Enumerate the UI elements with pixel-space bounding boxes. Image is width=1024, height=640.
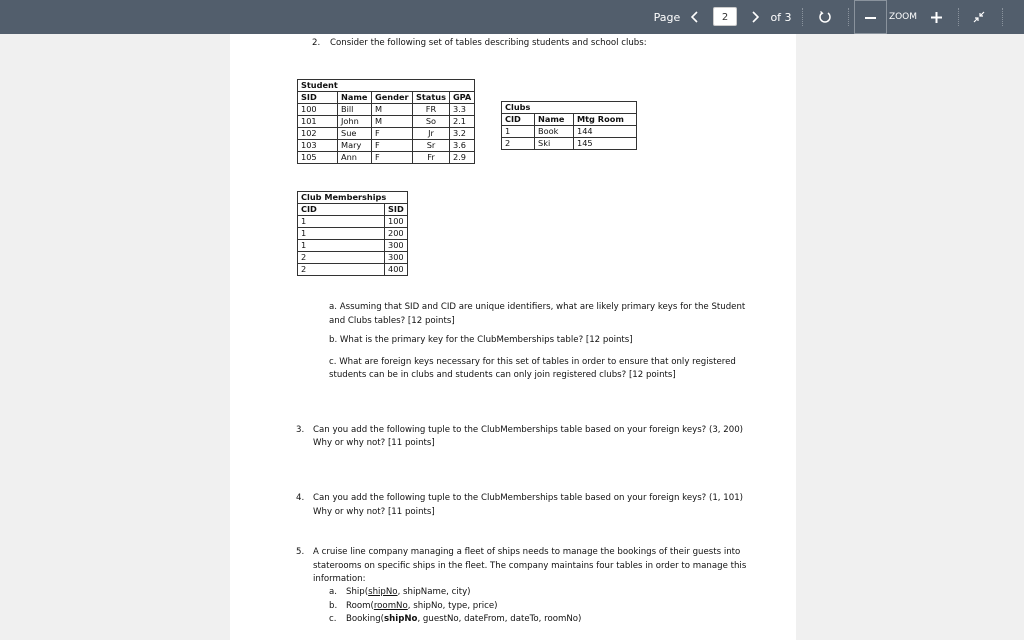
memberships-table-title: Club Memberships bbox=[298, 192, 408, 204]
question-5a-schema: Ship(shipNo, shipName, city) bbox=[346, 587, 471, 597]
prev-page-button[interactable] bbox=[686, 0, 704, 34]
table-cell: 1 bbox=[298, 216, 385, 228]
question-2-number: 2. bbox=[312, 38, 321, 48]
page-label: Page bbox=[653, 10, 681, 24]
table-row bbox=[298, 228, 408, 240]
toolbar-divider bbox=[958, 8, 959, 26]
table-row bbox=[298, 264, 408, 276]
page-number-input[interactable]: 2 bbox=[713, 7, 737, 26]
column-header: Gender bbox=[372, 92, 413, 104]
column-header: Mtg Room bbox=[574, 114, 637, 126]
question-5c-schema: Booking(shipNo, guestNo, dateFrom, dateTo, roomNo) bbox=[346, 614, 582, 624]
table-cell: 300 bbox=[385, 240, 408, 252]
table-cell: 101 bbox=[298, 116, 338, 128]
question-2-text: Consider the following set of tables describing students and school clubs: bbox=[330, 38, 647, 48]
column-header: SID bbox=[385, 204, 408, 216]
table-row bbox=[298, 104, 475, 116]
table-cell: So bbox=[413, 116, 450, 128]
table-row bbox=[298, 116, 475, 128]
table-cell: 3.3 bbox=[449, 104, 474, 116]
table-cell: F bbox=[372, 152, 413, 164]
minus-icon bbox=[855, 1, 886, 35]
clubs-table-title: Clubs bbox=[502, 102, 637, 114]
question-2a-line-2: and Clubs tables? [12 points] bbox=[329, 316, 455, 326]
table-cell: 105 bbox=[298, 152, 338, 164]
question-5b-label: b. bbox=[329, 601, 338, 611]
zoom-in-button[interactable] bbox=[926, 0, 946, 34]
table-row bbox=[298, 128, 475, 140]
question-3-line-2: Why or why not? [11 points] bbox=[313, 438, 435, 448]
club-memberships-table bbox=[297, 191, 408, 276]
table-cell: 100 bbox=[385, 216, 408, 228]
question-5a-label: a. bbox=[329, 587, 337, 597]
table-cell: Sue bbox=[338, 128, 372, 140]
table-cell: 102 bbox=[298, 128, 338, 140]
question-5-line-1: A cruise line company managing a fleet of ships needs to manage the bookings of their guests into bbox=[313, 547, 741, 557]
table-cell: 2 bbox=[502, 138, 535, 150]
table-cell: 3.2 bbox=[449, 128, 474, 140]
column-header: CID bbox=[298, 204, 385, 216]
table-cell: 2 bbox=[298, 264, 385, 276]
question-2b: b. What is the primary key for the ClubMemberships table? [12 points] bbox=[329, 335, 633, 345]
table-cell: 2 bbox=[298, 252, 385, 264]
zoom-out-button[interactable] bbox=[854, 0, 887, 34]
question-3-line-1: Can you add the following tuple to the ClubMemberships table based on your foreign keys? (3, 200) bbox=[313, 425, 744, 435]
table-cell: Bill bbox=[338, 104, 372, 116]
table-cell: 400 bbox=[385, 264, 408, 276]
column-header: SID bbox=[298, 92, 338, 104]
table-cell: 200 bbox=[385, 228, 408, 240]
table-cell: Fr bbox=[413, 152, 450, 164]
table-row bbox=[502, 126, 637, 138]
table-cell: 144 bbox=[574, 126, 637, 138]
toolbar-divider bbox=[802, 8, 803, 26]
table-header-row bbox=[502, 114, 637, 126]
table-cell: 3.6 bbox=[449, 140, 474, 152]
question-3-number: 3. bbox=[296, 425, 305, 435]
table-cell: Mary bbox=[338, 140, 372, 152]
table-cell: 2.1 bbox=[449, 116, 474, 128]
table-cell: 1 bbox=[298, 240, 385, 252]
viewer-toolbar bbox=[0, 0, 1024, 34]
column-header: CID bbox=[502, 114, 535, 126]
question-2a-line-1: a. Assuming that SID and CID are unique identifiers, what are likely primary keys for the Student bbox=[329, 302, 746, 312]
table-cell: 1 bbox=[502, 126, 535, 138]
page-count: of 3 bbox=[770, 10, 792, 24]
table-cell: Jr bbox=[413, 128, 450, 140]
chevron-left-icon bbox=[691, 11, 699, 23]
table-header-row bbox=[298, 204, 408, 216]
student-table bbox=[297, 79, 475, 164]
question-5c-label: c. bbox=[329, 614, 337, 624]
table-cell: M bbox=[372, 116, 413, 128]
table-row bbox=[298, 216, 408, 228]
zoom-label: ZOOM bbox=[888, 12, 918, 22]
column-header: Name bbox=[338, 92, 372, 104]
column-header: GPA bbox=[449, 92, 474, 104]
column-header: Name bbox=[535, 114, 574, 126]
question-4-number: 4. bbox=[296, 493, 305, 503]
table-row bbox=[298, 252, 408, 264]
table-cell: Book bbox=[535, 126, 574, 138]
table-row bbox=[298, 152, 475, 164]
rotate-button[interactable] bbox=[814, 0, 836, 34]
table-cell: Ski bbox=[535, 138, 574, 150]
question-5-line-2: staterooms on specific ships in the fleet. The company maintains four tables in order to manage this bbox=[313, 561, 747, 571]
table-row bbox=[298, 140, 475, 152]
collapse-arrows-icon bbox=[973, 11, 985, 23]
table-row bbox=[502, 138, 637, 150]
question-5-number: 5. bbox=[296, 547, 305, 557]
document-page bbox=[230, 34, 796, 640]
table-row bbox=[298, 240, 408, 252]
table-cell: FR bbox=[413, 104, 450, 116]
question-2c-line-1: c. What are foreign keys necessary for this set of tables in order to ensure that only registered bbox=[329, 357, 736, 367]
question-5b-schema: Room(roomNo, shipNo, type, price) bbox=[346, 601, 498, 611]
next-page-button[interactable] bbox=[746, 0, 764, 34]
fit-page-button[interactable] bbox=[966, 0, 992, 34]
table-cell: 2.9 bbox=[449, 152, 474, 164]
table-cell: 300 bbox=[385, 252, 408, 264]
table-cell: F bbox=[372, 140, 413, 152]
chevron-right-icon bbox=[751, 11, 759, 23]
column-header: Status bbox=[413, 92, 450, 104]
table-cell: 145 bbox=[574, 138, 637, 150]
toolbar-divider bbox=[1002, 8, 1003, 26]
table-cell: F bbox=[372, 128, 413, 140]
question-4-line-2: Why or why not? [11 points] bbox=[313, 507, 435, 517]
table-cell: 103 bbox=[298, 140, 338, 152]
question-4-line-1: Can you add the following tuple to the ClubMemberships table based on your foreign keys? (1, 101) bbox=[313, 493, 744, 503]
student-table-title: Student bbox=[298, 80, 475, 92]
table-cell: M bbox=[372, 104, 413, 116]
table-cell: 100 bbox=[298, 104, 338, 116]
plus-icon bbox=[931, 12, 942, 23]
table-header-row bbox=[298, 92, 475, 104]
table-cell: Ann bbox=[338, 152, 372, 164]
table-cell: John bbox=[338, 116, 372, 128]
table-cell: 1 bbox=[298, 228, 385, 240]
table-cell: Sr bbox=[413, 140, 450, 152]
question-2c-line-2: students can be in clubs and students can only join registered clubs? [12 points] bbox=[329, 370, 676, 380]
toolbar-divider bbox=[848, 8, 849, 26]
rotate-icon bbox=[818, 10, 832, 24]
question-5-line-3: information: bbox=[313, 574, 366, 584]
clubs-table bbox=[501, 101, 637, 150]
